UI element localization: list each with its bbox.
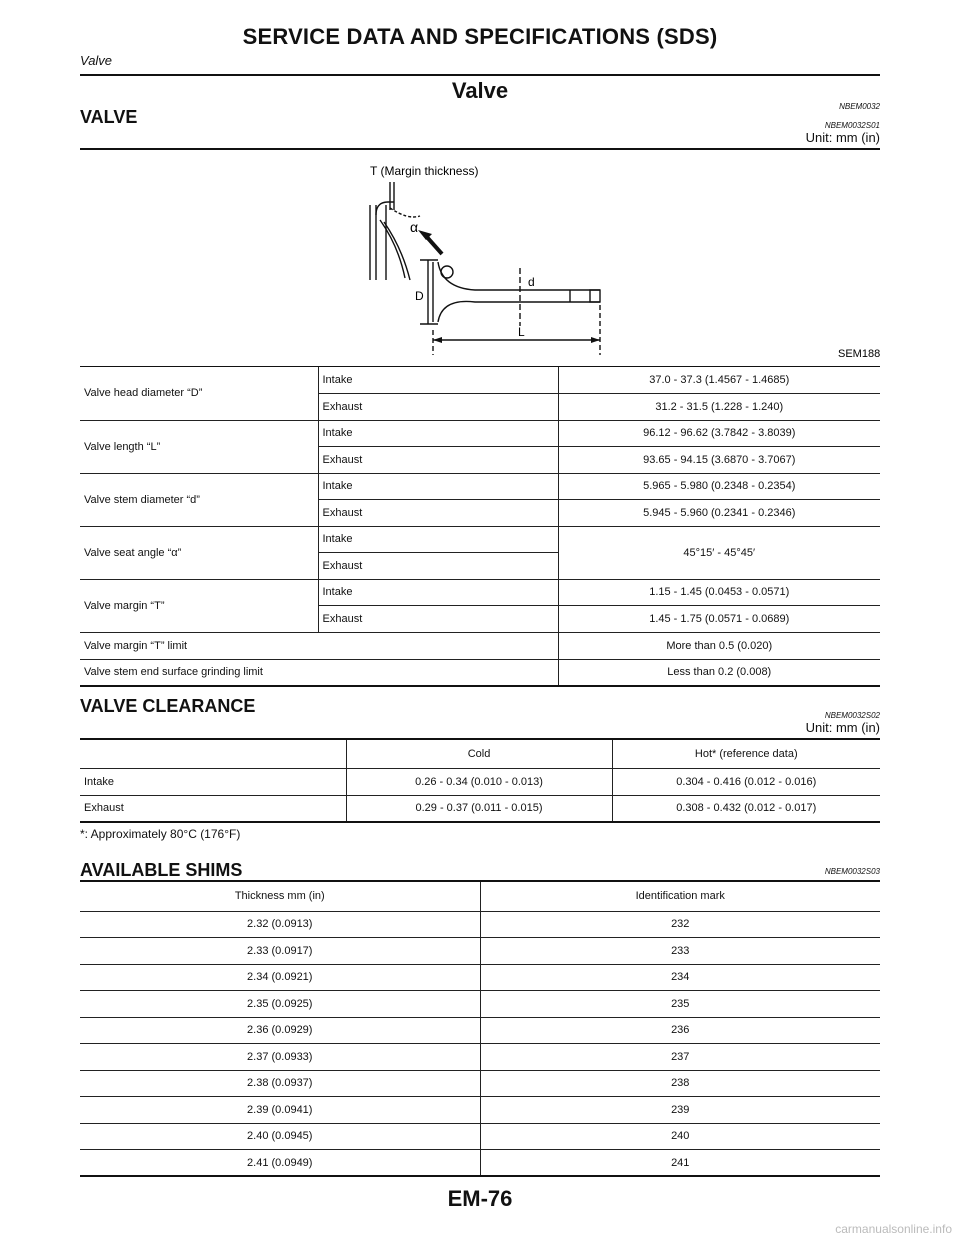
table-cell: 1.15 - 1.45 (0.0453 - 0.0571) bbox=[558, 579, 880, 605]
shims-code: NBEM0032S03 bbox=[824, 867, 880, 876]
table-cell: 2.34 (0.0921) bbox=[80, 964, 480, 991]
table-row bbox=[80, 526, 880, 552]
table-row bbox=[80, 420, 880, 446]
table-cell: 2.36 (0.0929) bbox=[80, 1017, 480, 1044]
table-cell: Intake bbox=[318, 367, 558, 393]
table-cell: 232 bbox=[480, 911, 880, 938]
table-cell: More than 0.5 (0.020) bbox=[558, 632, 880, 659]
figure-reference: SEM188 bbox=[838, 348, 880, 360]
table-row bbox=[80, 911, 880, 938]
page-header-title: SERVICE DATA AND SPECIFICATIONS (SDS) bbox=[242, 24, 718, 49]
table-cell: 0.308 - 0.432 (0.012 - 0.017) bbox=[612, 795, 880, 822]
table-cell: 5.945 - 5.960 (0.2341 - 0.2346) bbox=[558, 499, 880, 526]
table-cell bbox=[80, 740, 346, 768]
page-header-subtitle: Valve bbox=[80, 53, 113, 68]
fig-label-D: D bbox=[415, 289, 424, 303]
clearance-table bbox=[80, 740, 880, 823]
clearance-unit: Unit: mm (in) bbox=[805, 720, 880, 735]
fig-label-alpha: α bbox=[410, 219, 419, 235]
table-cell: 5.965 - 5.980 (0.2348 - 0.2354) bbox=[558, 473, 880, 499]
table-cell: 31.2 - 31.5 (1.228 - 1.240) bbox=[558, 393, 880, 420]
table-cell: 233 bbox=[480, 938, 880, 965]
table-cell: Valve length “L” bbox=[80, 420, 318, 473]
table-row bbox=[80, 632, 880, 659]
clearance-heading: VALVE CLEARANCE bbox=[80, 696, 256, 716]
table-cell: 234 bbox=[480, 964, 880, 991]
table-cell: 240 bbox=[480, 1123, 880, 1150]
table-cell: Intake bbox=[318, 473, 558, 499]
table-row bbox=[80, 1017, 880, 1044]
valve-diagram bbox=[80, 150, 880, 370]
table-cell: Cold bbox=[346, 740, 612, 768]
fig-label-L: L bbox=[518, 325, 525, 339]
table-row bbox=[80, 964, 880, 991]
valve-heading: VALVE bbox=[80, 107, 138, 127]
doc-code: NBEM0032 bbox=[839, 102, 880, 111]
table-cell: Valve stem diameter “d” bbox=[80, 473, 318, 526]
table-cell: 0.26 - 0.34 (0.010 - 0.013) bbox=[346, 768, 612, 795]
valve-spec-table bbox=[80, 367, 880, 687]
fig-label-d: d bbox=[528, 275, 535, 289]
table-cell: 45°15′ - 45°45′ bbox=[558, 526, 880, 579]
table-row bbox=[80, 473, 880, 499]
table-cell: 2.32 (0.0913) bbox=[80, 911, 480, 938]
table-cell: Intake bbox=[318, 579, 558, 605]
table-cell: 2.39 (0.0941) bbox=[80, 1097, 480, 1124]
table-cell: Hot* (reference data) bbox=[612, 740, 880, 768]
table-row bbox=[80, 938, 880, 965]
table-cell: Intake bbox=[318, 526, 558, 552]
table-cell: 241 bbox=[480, 1150, 880, 1177]
table-row bbox=[80, 579, 880, 605]
table-cell: Exhaust bbox=[318, 605, 558, 632]
table-row bbox=[80, 795, 880, 822]
table-cell: Intake bbox=[318, 420, 558, 446]
table-cell: 235 bbox=[480, 991, 880, 1018]
table-cell: Less than 0.2 (0.008) bbox=[558, 659, 880, 686]
header-divider bbox=[80, 74, 880, 76]
table-cell: 239 bbox=[480, 1097, 880, 1124]
clearance-code: NBEM0032S02 bbox=[824, 711, 880, 720]
table-cell: Valve stem end surface grinding limit bbox=[80, 659, 558, 686]
table-cell: Valve margin “T” bbox=[80, 579, 318, 632]
table-cell: Identification mark bbox=[480, 882, 880, 911]
table-cell: Exhaust bbox=[318, 499, 558, 526]
table-cell: Valve seat angle “α” bbox=[80, 526, 318, 579]
valve-code: NBEM0032S01 bbox=[824, 121, 880, 130]
table-row bbox=[80, 1044, 880, 1071]
table-cell: 37.0 - 37.3 (1.4567 - 1.4685) bbox=[558, 367, 880, 393]
table-row bbox=[80, 367, 880, 393]
table-row bbox=[80, 768, 880, 795]
table-cell: Thickness mm (in) bbox=[80, 882, 480, 911]
page-number: EM-76 bbox=[447, 1186, 513, 1211]
table-row bbox=[80, 740, 880, 768]
valve-section bbox=[80, 100, 880, 690]
fig-label-t: T (Margin thickness) bbox=[370, 164, 479, 178]
clearance-note: *: Approximately 80°C (176°F) bbox=[80, 827, 241, 841]
table-row bbox=[80, 1123, 880, 1150]
table-cell: 0.29 - 0.37 (0.011 - 0.015) bbox=[346, 795, 612, 822]
table-row bbox=[80, 1150, 880, 1177]
table-cell: 236 bbox=[480, 1017, 880, 1044]
table-cell: Valve margin “T” limit bbox=[80, 632, 558, 659]
table-cell: 238 bbox=[480, 1070, 880, 1097]
shims-table bbox=[80, 882, 880, 1177]
document-title: Valve bbox=[451, 78, 509, 103]
table-cell: 2.38 (0.0937) bbox=[80, 1070, 480, 1097]
table-cell: 2.37 (0.0933) bbox=[80, 1044, 480, 1071]
shims-heading: AVAILABLE SHIMS bbox=[80, 860, 243, 880]
table-cell: Exhaust bbox=[318, 393, 558, 420]
table-cell: 237 bbox=[480, 1044, 880, 1071]
table-cell: 96.12 - 96.62 (3.7842 - 3.8039) bbox=[558, 420, 880, 446]
table-cell: 2.33 (0.0917) bbox=[80, 938, 480, 965]
table-cell: 0.304 - 0.416 (0.012 - 0.016) bbox=[612, 768, 880, 795]
table-cell: 2.40 (0.0945) bbox=[80, 1123, 480, 1150]
table-cell: 1.45 - 1.75 (0.0571 - 0.0689) bbox=[558, 605, 880, 632]
table-cell: 2.35 (0.0925) bbox=[80, 991, 480, 1018]
table-row bbox=[80, 1070, 880, 1097]
table-row bbox=[80, 991, 880, 1018]
shims-section bbox=[80, 858, 880, 1178]
watermark: carmanualsonline.info bbox=[835, 1222, 952, 1236]
table-row bbox=[80, 1097, 880, 1124]
table-cell: Exhaust bbox=[318, 552, 558, 579]
table-row bbox=[80, 882, 880, 911]
table-cell: 2.41 (0.0949) bbox=[80, 1150, 480, 1177]
clearance-section bbox=[80, 694, 880, 854]
table-cell: Valve head diameter “D” bbox=[80, 367, 318, 420]
valve-unit: Unit: mm (in) bbox=[805, 130, 880, 145]
table-cell: Exhaust bbox=[318, 446, 558, 473]
table-cell: Intake bbox=[80, 768, 346, 795]
table-row bbox=[80, 659, 880, 686]
table-cell: 93.65 - 94.15 (3.6870 - 3.7067) bbox=[558, 446, 880, 473]
table-cell: Exhaust bbox=[80, 795, 346, 822]
